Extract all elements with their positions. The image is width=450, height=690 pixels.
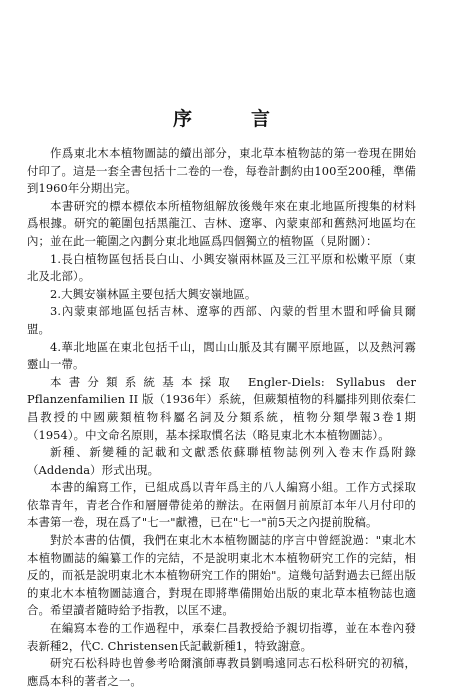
page-title: 序 言 xyxy=(172,108,290,130)
paragraph-intro: 作爲東北木本植物圖誌的續出部分，東北草本植物誌的第一卷現在開始付印了。這是一套全書包括十二卷的一卷，每卷計劃約由100至200種，準備到1960年分期出完。 xyxy=(27,146,416,196)
paragraph-editing: 本書的編寫工作，已組成爲以青年爲主的八人編寫小組。工作方式採取依靠青年，青老合作和層層帶徒弟的辦法。在兩個月前原訂本年八月付印的本書第一卷，現在爲了"七一"獻禮，已在"七一"前5天之內提前脫稿。 xyxy=(27,480,416,530)
paragraph-scope: 本書研究的標本標依本所植物組解放後幾年來在東北地區所搜集的材料爲根據。研究的範圍包括黑龍江、吉林、遼寧、內蒙東部和舊熱河地區均在內；並在此一範圍之內劃分東北地區爲四個獨立的植物區（見附圖）： xyxy=(27,198,416,248)
paragraph-lycopodiaceae: 研究石松科時也曾參考哈爾濱師專教員劉鳴遠同志石松科研究的初稿，應爲本科的著者之一。 xyxy=(27,656,416,688)
list-item-region-3: 3.內蒙東部地區包括吉林、遼寧的西部、內蒙的哲里木盟和呼倫貝爾盟。 xyxy=(27,304,416,336)
preface-body xyxy=(27,145,416,690)
paragraph-addenda: 新種、新變種的記載和文獻悉依蘇聯植物誌例列入卷末作爲附錄（Addenda）形式出現。 xyxy=(27,445,416,477)
paragraph-evaluation: 對於本書的估價，我們在東北木本植物圖誌的序言中曾經說過："東北木本植物圖誌的編纂工作的完結，不是說明東北木本植物研究工作的完結，相反的，而祇是說明東北木本植物研究工作的開始"。這幾句話對過去已經出版的東北木本植物圖誌適合，對現在即將準備開始出版的東北草本植物誌也適合。希望讀者隨時給予指教，以匡不逮。 xyxy=(27,533,416,618)
paragraph-classification: 本書分類系統基本採取 Engler-Diels: Syllabus der Pflanzenfamilien II 版（1936年）系統，但蕨類植物的科屬排列則依秦仁昌教授的中國蕨類植物科屬名詞及分類系統，植物分類學報3卷1期（1954）。中文命名原則，基本採取慣名法（略見東北木本植物圖誌）。 xyxy=(27,374,416,442)
paragraph-acknowledgement: 在編寫本卷的工作過程中，承秦仁昌教授給予親切指導，並在本卷內發表新種2，代C. Christensen氏記載新種1，特致謝意。 xyxy=(27,621,416,653)
list-item-region-4: 4.華北地區在東北包括千山，閭山山脈及其有關平原地區，以及熱河霧靈山一帶。 xyxy=(27,339,416,372)
list-item-region-2: 2.大興安嶺林區主要包括大興安嶺地區。 xyxy=(50,286,257,301)
list-item-region-1: 1.長白植物區包括長白山、小興安嶺兩林區及三江平原和松嫩平原（東北及北部）。 xyxy=(27,251,416,284)
